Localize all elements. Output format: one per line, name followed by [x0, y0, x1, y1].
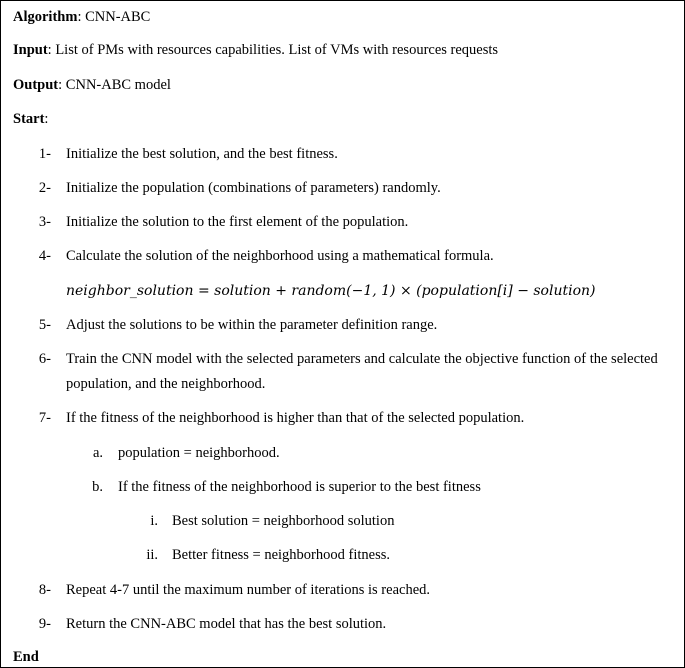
output-line: Output: CNN-ABC model: [13, 77, 171, 93]
step-6-text: Train the CNN model with the selected parameters and calculate the objective function of the selected: [66, 351, 658, 367]
input-value: List of PMs with resources capabilities. List of VMs with resources requests: [55, 42, 499, 58]
step-6-text-continued: population, and the neighborhood.: [66, 376, 266, 392]
step-2-number: 2-: [38, 180, 51, 196]
output-label: Output: [13, 77, 59, 93]
end-label: End: [13, 649, 39, 665]
step-7-number: 7-: [38, 410, 51, 426]
step-8-number: 8-: [38, 582, 51, 598]
subsubstep-i-text: Best solution = neighborhood solution: [172, 513, 395, 529]
output-value: CNN-ABC model: [65, 77, 171, 93]
subsubstep-i-number: i.: [150, 513, 158, 529]
start-label: Start: [13, 111, 45, 127]
algorithm-line: Algorithm: CNN-ABC: [13, 9, 151, 25]
substep-a-text: population = neighborhood.: [118, 445, 280, 461]
step-1-text: Initialize the best solution, and the best fitness.: [66, 146, 338, 162]
start-line: Start:: [13, 111, 49, 127]
algorithm-name: CNN-ABC: [85, 9, 151, 25]
step-1-number: 1-: [38, 146, 51, 162]
step-9-number: 9-: [38, 616, 51, 632]
input-label: Input: [13, 42, 48, 58]
neighbor-formula: neighbor_solution = solution + random(−1, 1) × (population[i] − solution): [66, 283, 596, 299]
substep-b-number: b.: [92, 479, 103, 495]
subsubstep-ii-text: Better fitness = neighborhood fitness.: [172, 547, 390, 563]
step-8-text: Repeat 4-7 until the maximum number of iterations is reached.: [66, 582, 431, 598]
step-2-text: Initialize the population (combinations of parameters) randomly.: [66, 180, 441, 196]
step-5-number: 5-: [38, 317, 51, 333]
step-6-number: 6-: [38, 351, 51, 367]
algorithm-label: Algorithm: [13, 9, 78, 25]
step-4-text: Calculate the solution of the neighborhood using a mathematical formula.: [66, 248, 494, 264]
substep-a-number: a.: [92, 445, 103, 461]
subsubstep-ii-number: ii.: [146, 547, 158, 563]
input-line: Input: List of PMs with resources capabilities. List of VMs with resources requests: [13, 42, 499, 58]
step-4-number: 4-: [38, 248, 51, 264]
step-3-number: 3-: [38, 214, 51, 230]
step-7-text: If the fitness of the neighborhood is higher than that of the selected population.: [66, 410, 525, 426]
step-5-text: Adjust the solutions to be within the parameter definition range.: [66, 317, 438, 333]
substep-b-text: If the fitness of the neighborhood is superior to the best fitness: [118, 479, 481, 495]
step-3-text: Initialize the solution to the first element of the population.: [66, 214, 409, 230]
step-9-text: Return the CNN-ABC model that has the best solution.: [66, 616, 387, 632]
